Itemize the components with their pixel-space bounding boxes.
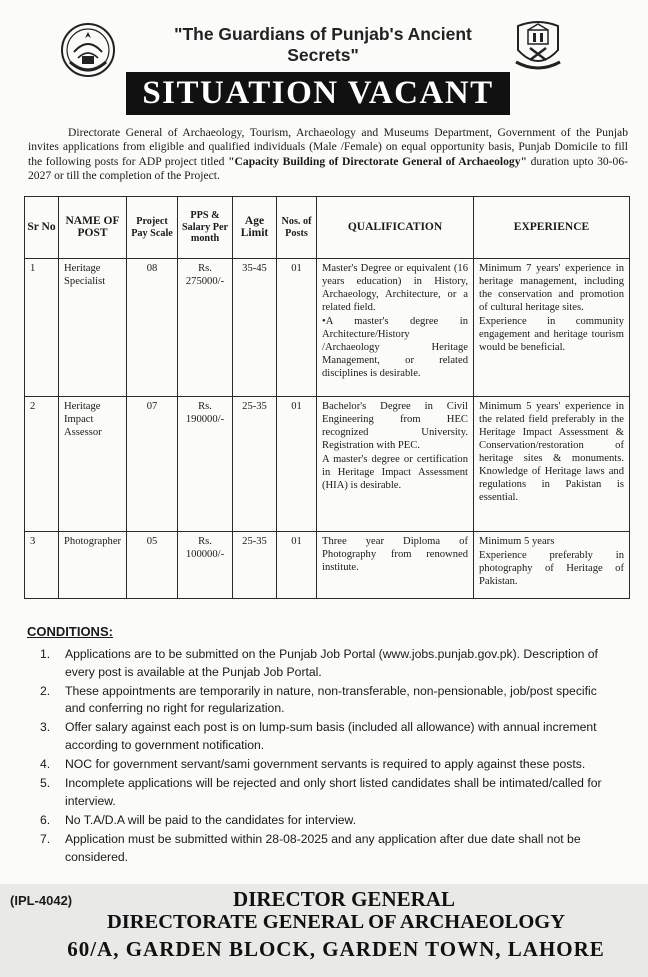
table-row bbox=[25, 259, 630, 397]
posts-table bbox=[24, 196, 630, 599]
cell-posts: 01 bbox=[277, 532, 317, 599]
condition-text: Applications are to be submitted on the Punjab Job Portal (www.jobs.punjab.gov.pk). Description of every post is available at the Punjab Job Portal. bbox=[65, 647, 598, 679]
header-post: NAME OF POST bbox=[59, 197, 127, 259]
cell-experience bbox=[474, 397, 630, 532]
cell-post: Photographer bbox=[59, 532, 127, 599]
cell-sr: 2 bbox=[25, 397, 59, 532]
condition-number: 4. bbox=[40, 757, 51, 772]
header-experience: EXPERIENCE bbox=[474, 197, 630, 259]
cell-sr: 1 bbox=[25, 259, 59, 397]
cell-sr: 3 bbox=[25, 532, 59, 599]
condition-text: Incomplete applications will be rejected and only short listed candidates shall be intimated/called for interview. bbox=[65, 776, 602, 808]
condition-number: 5. bbox=[40, 776, 51, 791]
list-item bbox=[40, 812, 605, 830]
situation-vacant-banner: SITUATION VACANT bbox=[126, 72, 510, 115]
cell-age: 35-45 bbox=[233, 259, 277, 397]
header-age: Age Limit bbox=[233, 197, 277, 259]
condition-text: No T.A/D.A will be paid to the candidates for interview. bbox=[65, 812, 357, 827]
experience-text: Experience in community engagement and heritage tourism would be beneficial. bbox=[479, 316, 624, 353]
cell-scale: 07 bbox=[127, 397, 178, 532]
experience-text: Minimum 5 years' experience in the related field preferably in the Heritage Impact Assessment & Conservation/restoration of heritage sites & monuments. Knowledge of Heritage laws and regulations in Pakistan is essential. bbox=[479, 401, 624, 503]
experience-text: Minimum 5 years bbox=[479, 536, 555, 547]
list-item bbox=[40, 683, 605, 718]
cell-salary: Rs. 100000/- bbox=[178, 532, 233, 599]
cell-posts: 01 bbox=[277, 397, 317, 532]
cell-salary: Rs. 190000/- bbox=[178, 397, 233, 532]
project-title: "Capacity Building of Directorate General of Archaeology" bbox=[228, 154, 527, 168]
condition-number: 1. bbox=[40, 647, 51, 661]
qualification-text: Three year Diploma of Photography from renowned institute. bbox=[322, 536, 468, 573]
list-item bbox=[40, 775, 605, 810]
cell-scale: 05 bbox=[127, 532, 178, 599]
cell-age: 25-35 bbox=[233, 397, 277, 532]
condition-number: 2. bbox=[40, 683, 51, 698]
cell-posts: 01 bbox=[277, 259, 317, 397]
header-sr: Sr No bbox=[25, 197, 59, 259]
footer-address: 60/A, GARDEN BLOCK, GARDEN TOWN, LAHORE bbox=[67, 937, 605, 961]
table-row bbox=[25, 397, 630, 532]
qualification-text: Master's Degree or equivalent (16 years education) in History, Archaeology, Architecture, or a related field. bbox=[322, 263, 468, 313]
condition-text: Offer salary against each post is on lump-sum basis (included all allowance) with annual increment according to government notification. bbox=[65, 720, 597, 752]
condition-number: 6. bbox=[40, 812, 51, 827]
footer-director-general: DIRECTOR GENERAL bbox=[233, 887, 455, 911]
condition-number: 3. bbox=[40, 720, 51, 735]
condition-text: Application must be submitted within 28-08-2025 and any application after due date shall not be considered. bbox=[65, 832, 581, 864]
cell-qualification bbox=[317, 397, 474, 532]
qualification-text: Bachelor's Degree in Civil Engineering from HEC recognized University. Registration with PEC. bbox=[322, 401, 468, 451]
cell-experience bbox=[474, 532, 630, 599]
conditions-list bbox=[40, 646, 605, 868]
cell-experience bbox=[474, 259, 630, 397]
qualification-text: •A master's degree in Architecture/History /Archaeology Heritage Management, or related disciplines is desirable. bbox=[322, 316, 468, 379]
cell-qualification bbox=[317, 532, 474, 599]
condition-number: 7. bbox=[40, 832, 51, 847]
punjab-emblem-icon bbox=[60, 22, 116, 78]
header-qualification: QUALIFICATION bbox=[317, 197, 474, 259]
condition-text: These appointments are temporarily in nature, non-transferable, non-pensionable, job/post specific and conferring no right for regularization. bbox=[65, 683, 597, 716]
list-item bbox=[40, 831, 605, 866]
list-item bbox=[40, 756, 605, 774]
tagline: "The Guardians of Punjab's Ancient Secrets" bbox=[174, 24, 472, 65]
qualification-text: A master's degree or certification in Heritage Impact Assessment (HIA) is desirable. bbox=[322, 454, 468, 491]
list-item bbox=[40, 719, 605, 754]
archaeology-emblem-icon bbox=[510, 16, 566, 72]
conditions-title: CONDITIONS: bbox=[27, 624, 113, 639]
table-header-row bbox=[25, 197, 630, 259]
footer-directorate: DIRECTORATE GENERAL OF ARCHAEOLOGY bbox=[106, 911, 566, 933]
intro-paragraph bbox=[28, 126, 628, 183]
intro-text-1: Directorate General of Archaeology, Tourism, Archaeology and Museums Department, Government of the Punjab invites applications from eligible and qualified individuals (Male /Female) on equal opportunity basis, Punjab Domicile to fill the following posts for ADP project titled bbox=[28, 126, 628, 168]
cell-post: Heritage Impact Assessor bbox=[59, 397, 127, 532]
intro-text-2: duration upto 30-06-2027 or till the completion of the Project. bbox=[28, 154, 628, 182]
cell-age: 25-35 bbox=[233, 532, 277, 599]
ipl-code: (IPL-4042) bbox=[10, 893, 73, 908]
experience-text: Minimum 7 years' experience in heritage management, including the conservation and promotion of cultural heritage sites. bbox=[479, 263, 624, 313]
condition-text: NOC for government servant/sami government servants is required to apply against these posts. bbox=[65, 757, 586, 772]
header-posts: Nos. of Posts bbox=[277, 197, 317, 259]
experience-text: Experience preferably in photography of Heritage of Pakistan. bbox=[479, 550, 624, 587]
list-item bbox=[40, 646, 605, 681]
cell-post: Heritage Specialist bbox=[59, 259, 127, 397]
cell-salary: Rs. 275000/- bbox=[178, 259, 233, 397]
cell-qualification bbox=[317, 259, 474, 397]
header-scale: Project Pay Scale bbox=[127, 197, 178, 259]
table-row bbox=[25, 532, 630, 599]
header-salary: PPS & Salary Per month bbox=[178, 197, 233, 259]
cell-scale: 08 bbox=[127, 259, 178, 397]
